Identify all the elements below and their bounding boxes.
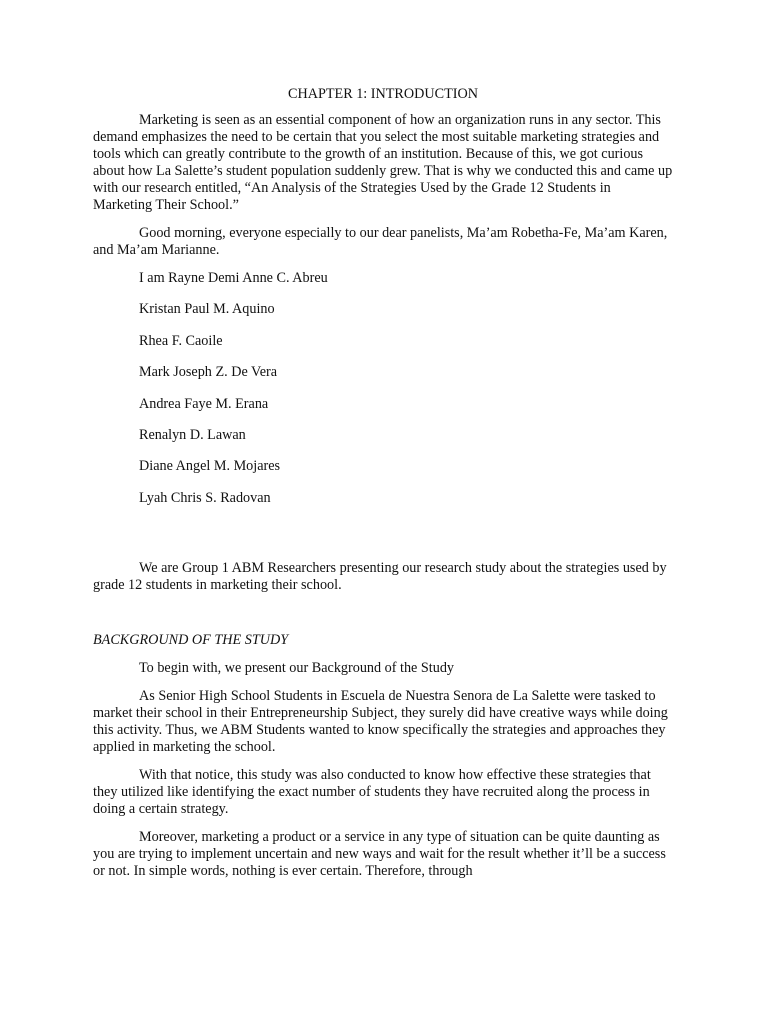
member-name: Andrea Faye M. Erana [139, 395, 269, 412]
spacer [93, 605, 673, 632]
intro-paragraph: Marketing is seen as an essential component of how an organization runs in any sector. This demand emphasizes the need to be certain that you select the most suitable marketing strategies and tools which can greatly contribute to the growth of an institution. Because of this, we got curious about how La Salette’s student population suddenly grew. That is why we conducted this and came up with our research entitled, “An Analysis of the Strategies Used by the Grade 12 Students in Marketing Their School.” [93, 112, 673, 213]
background-paragraph-1: As Senior High School Students in Escuela de Nuestra Senora de La Salette were tasked to market their school in their Entrepreneurship Subject, they surely did have creative ways while doing this activity. Thus, we ABM Students wanted to know specifically the strategies and approaches they applied in marketing the school. [93, 688, 668, 756]
group-paragraph: We are Group 1 ABM Researchers presenting our research study about the strategies used by grade 12 students in marketing their school. [93, 560, 667, 594]
background-paragraph-2: With that notice, this study was also conducted to know how effective these strategies that they utilized like identifying the exact number of students they have recruited along the process in doing a certain strategy. [93, 767, 651, 818]
background-intro: To begin with, we present our Background of the Study [139, 660, 455, 677]
member-name: Mark Joseph Z. De Vera [139, 364, 278, 381]
member-name: Lyah Chris S. Radovan [139, 489, 271, 506]
member-name: Kristan Paul M. Aquino [139, 301, 275, 318]
spacer [93, 521, 673, 560]
greeting-paragraph: Good morning, everyone especially to our dear panelists, Ma’am Robetha-Fe, Ma’am Karen, and Ma’am Marianne. [93, 225, 668, 258]
member-name: Rhea F. Caoile [139, 332, 223, 349]
background-paragraph-3: Moreover, marketing a product or a service in any type of situation can be quite daunting as you are trying to implement uncertain and new ways and wait for the result whether it’ll be a success or not. In simple words, nothing is ever certain. Therefore, through [93, 829, 666, 880]
section-heading: BACKGROUND OF THE STUDY [93, 632, 289, 649]
chapter-title: CHAPTER 1: INTRODUCTION [288, 86, 478, 102]
document-body [93, 86, 673, 891]
member-name: Diane Angel M. Mojares [139, 458, 281, 475]
member-name: Renalyn D. Lawan [139, 426, 246, 443]
member-name: I am Rayne Demi Anne C. Abreu [139, 270, 328, 286]
member-list [93, 270, 673, 521]
